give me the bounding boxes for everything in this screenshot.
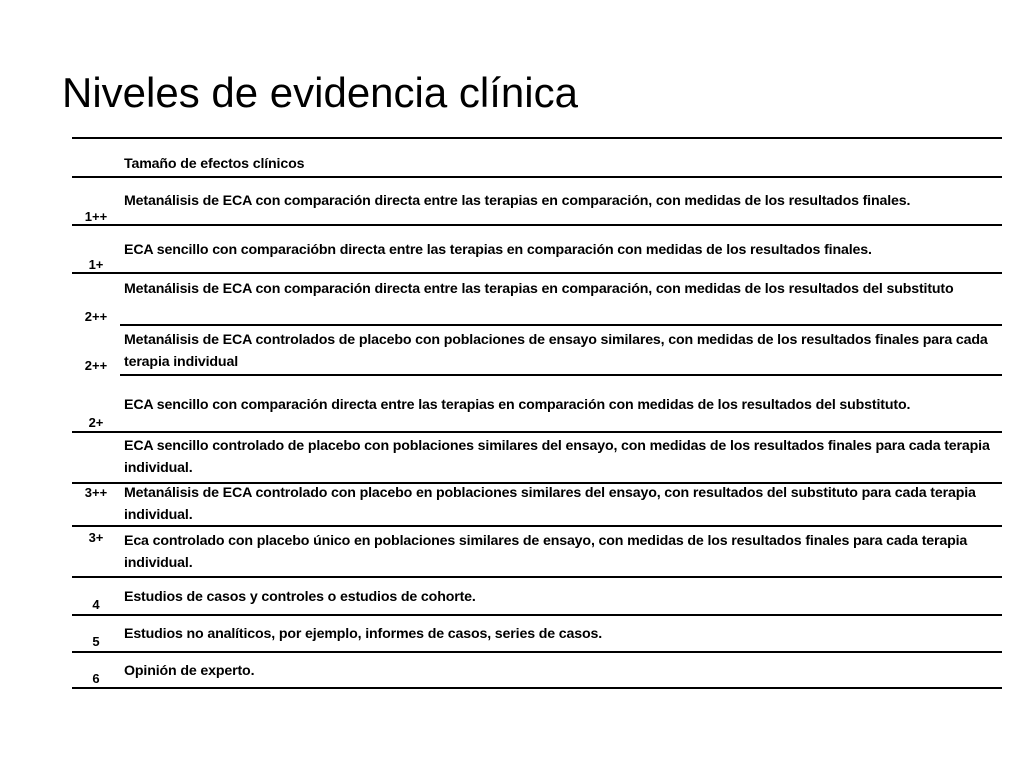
row-divider (72, 576, 1002, 578)
row-level: 2+ (88, 415, 104, 430)
row-description: Eca controlado con placebo único en poblaciones similares de ensayo, con medidas de los resultados finales para cada terapia individual. (124, 533, 968, 571)
row-level: 1+ (88, 257, 104, 272)
table-header: Tamaño de efectos clínicos (124, 156, 305, 172)
row-divider (72, 431, 1002, 433)
row-description: Estudios de casos y controles o estudios de cohorte. (124, 589, 476, 605)
row-level: 5 (92, 634, 100, 649)
row-divider (72, 651, 1002, 653)
row-level: 4 (92, 597, 100, 612)
row-divider (120, 374, 1002, 376)
row-description: Estudios no analíticos, por ejemplo, informes de casos, series de casos. (124, 626, 603, 642)
row-divider (72, 614, 1002, 616)
row-level: 2++ (84, 309, 108, 324)
row-divider (72, 272, 1002, 274)
row-divider (72, 176, 1002, 178)
row-level: 3++ (84, 485, 108, 500)
row-level: 6 (92, 671, 100, 686)
slide-title: Niveles de evidencia clínica (62, 69, 578, 116)
row-description: Metanálisis de ECA controlados de placebo con poblaciones de ensayo similares, con medidas de los resultados finales para cada terapia individual (124, 332, 988, 370)
table-bottom-rule (72, 687, 1002, 689)
row-level: 2++ (84, 358, 108, 373)
row-description: Metanálisis de ECA controlado con placebo en poblaciones similares del ensayo, con resultados del substituto para cada terapia individual. (124, 485, 976, 523)
row-description: Opinión de experto. (124, 663, 255, 679)
table-top-rule (72, 137, 1002, 139)
row-level: 1++ (84, 209, 108, 224)
row-description: Metanálisis de ECA con comparación directa entre las terapias en comparación, con medidas de los resultados del substituto (124, 281, 954, 297)
row-description: Metanálisis de ECA con comparación directa entre las terapias en comparación, con medidas de los resultados finales. (124, 193, 911, 209)
row-description: ECA sencillo controlado de placebo con poblaciones similares del ensayo, con medidas de los resultados finales para cada terapia individual. (124, 438, 990, 476)
row-divider (120, 324, 1002, 326)
row-description: ECA sencillo con comparacióbn directa entre las terapias en comparación con medidas de los resultados finales. (124, 242, 872, 258)
row-description: ECA sencillo con comparación directa entre las terapias en comparación con medidas de los resultados del substituto. (124, 397, 911, 413)
row-level: 3+ (88, 530, 104, 545)
row-divider (72, 224, 1002, 226)
